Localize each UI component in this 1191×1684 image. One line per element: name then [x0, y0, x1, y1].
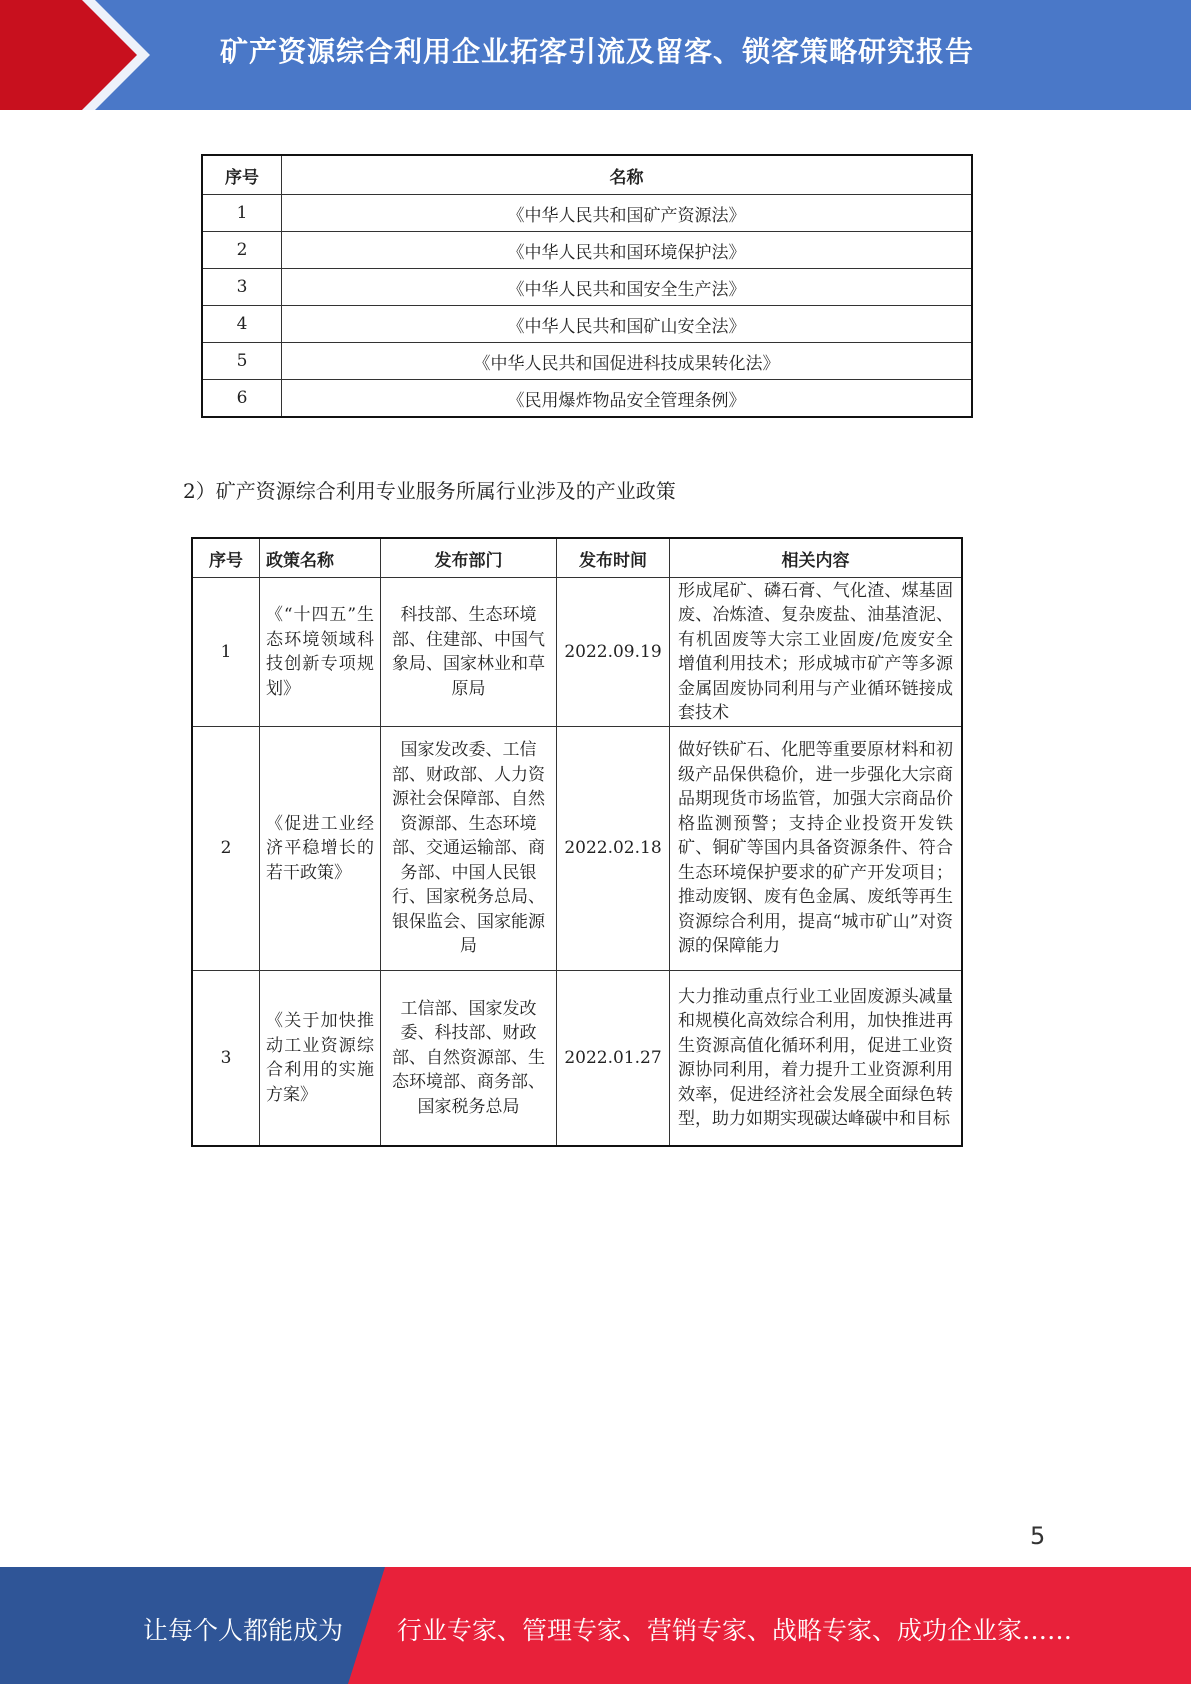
table-row — [202, 306, 972, 343]
row-seq: 2 — [192, 727, 260, 971]
table-row — [202, 195, 972, 232]
row-name: 《中华人民共和国矿产资源法》 — [282, 195, 973, 232]
row-seq: 1 — [192, 578, 260, 727]
row-seq: 4 — [202, 306, 282, 343]
row-date: 2022.09.19 — [557, 578, 670, 727]
row-policy-name: 《促进工业经济平稳增长的若干政策》 — [260, 727, 381, 971]
report-title: 矿产资源综合利用企业拓客引流及留客、锁客策略研究报告 — [220, 35, 975, 68]
policy-table — [191, 537, 963, 1147]
row-seq: 3 — [192, 971, 260, 1147]
table-row — [202, 269, 972, 306]
column-header-department: 发布部门 — [381, 538, 557, 578]
row-seq: 5 — [202, 343, 282, 380]
row-department: 科技部、生态环境部、住建部、中国气象局、国家林业和草原局 — [381, 578, 557, 727]
column-header-content: 相关内容 — [670, 538, 963, 578]
row-seq: 6 — [202, 380, 282, 418]
row-content: 做好铁矿石、化肥等重要原材料和初级产品保供稳价，进一步强化大宗商品期现货市场监管，加强大宗商品价格监测预警；支持企业投资开发铁矿、铜矿等国内具备资源条件、符合生态环境保护要求的矿产开发项目；推动废钢、废有色金属、废纸等再生资源综合利用，提高“城市矿山”对资源的保障能力 — [670, 727, 963, 971]
row-department: 工信部、国家发改委、科技部、财政部、自然资源部、生态环境部、商务部、国家税务总局 — [381, 971, 557, 1147]
laws-table — [201, 154, 973, 418]
row-name: 《中华人民共和国环境保护法》 — [282, 232, 973, 269]
row-name: 《民用爆炸物品安全管理条例》 — [282, 380, 973, 418]
section-heading: 2）矿产资源综合利用专业服务所属行业涉及的产业政策 — [183, 479, 676, 503]
column-header-seq: 序号 — [192, 538, 260, 578]
row-name: 《中华人民共和国安全生产法》 — [282, 269, 973, 306]
table-header-row — [202, 155, 972, 195]
row-policy-name: 《关于加快推动工业资源综合利用的实施方案》 — [260, 971, 381, 1147]
page-number: 5 — [1030, 1522, 1046, 1550]
footer-slogan-left: 让每个人都能成为 — [143, 1616, 344, 1645]
row-seq: 1 — [202, 195, 282, 232]
column-header-name: 名称 — [282, 155, 973, 195]
table-row — [192, 727, 962, 971]
table-header-row — [192, 538, 962, 578]
row-date: 2022.01.27 — [557, 971, 670, 1147]
column-header-seq: 序号 — [202, 155, 282, 195]
table-row — [202, 380, 972, 418]
page-footer — [0, 1567, 1191, 1684]
footer-slogan-right: 行业专家、管理专家、营销专家、战略专家、成功企业家…… — [397, 1616, 1073, 1645]
row-name: 《中华人民共和国矿山安全法》 — [282, 306, 973, 343]
row-seq: 2 — [202, 232, 282, 269]
page-header — [0, 0, 1191, 110]
table-row — [192, 971, 962, 1147]
row-policy-name: 《“十四五”生态环境领域科技创新专项规划》 — [260, 578, 381, 727]
column-header-policy-name: 政策名称 — [260, 538, 381, 578]
column-header-date: 发布时间 — [557, 538, 670, 578]
row-content: 形成尾矿、磷石膏、气化渣、煤基固废、冶炼渣、复杂废盐、油基渣泥、有机固废等大宗工业固废/危废安全增值利用技术；形成城市矿产等多源金属固废协同利用与产业循环链接成套技术 — [670, 578, 963, 727]
row-date: 2022.02.18 — [557, 727, 670, 971]
row-department: 国家发改委、工信部、财政部、人力资源社会保障部、自然资源部、生态环境部、交通运输部、商务部、中国人民银行、国家税务总局、银保监会、国家能源局 — [381, 727, 557, 971]
table-row — [202, 232, 972, 269]
row-name: 《中华人民共和国促进科技成果转化法》 — [282, 343, 973, 380]
table-row — [202, 343, 972, 380]
row-content: 大力推动重点行业工业固废源头减量和规模化高效综合利用，加快推进再生资源高值化循环利用，促进工业资源协同利用，着力提升工业资源利用效率，促进经济社会发展全面绿色转型，助力如期实现碳达峰碳中和目标 — [670, 971, 963, 1147]
row-seq: 3 — [202, 269, 282, 306]
table-row — [192, 578, 962, 727]
